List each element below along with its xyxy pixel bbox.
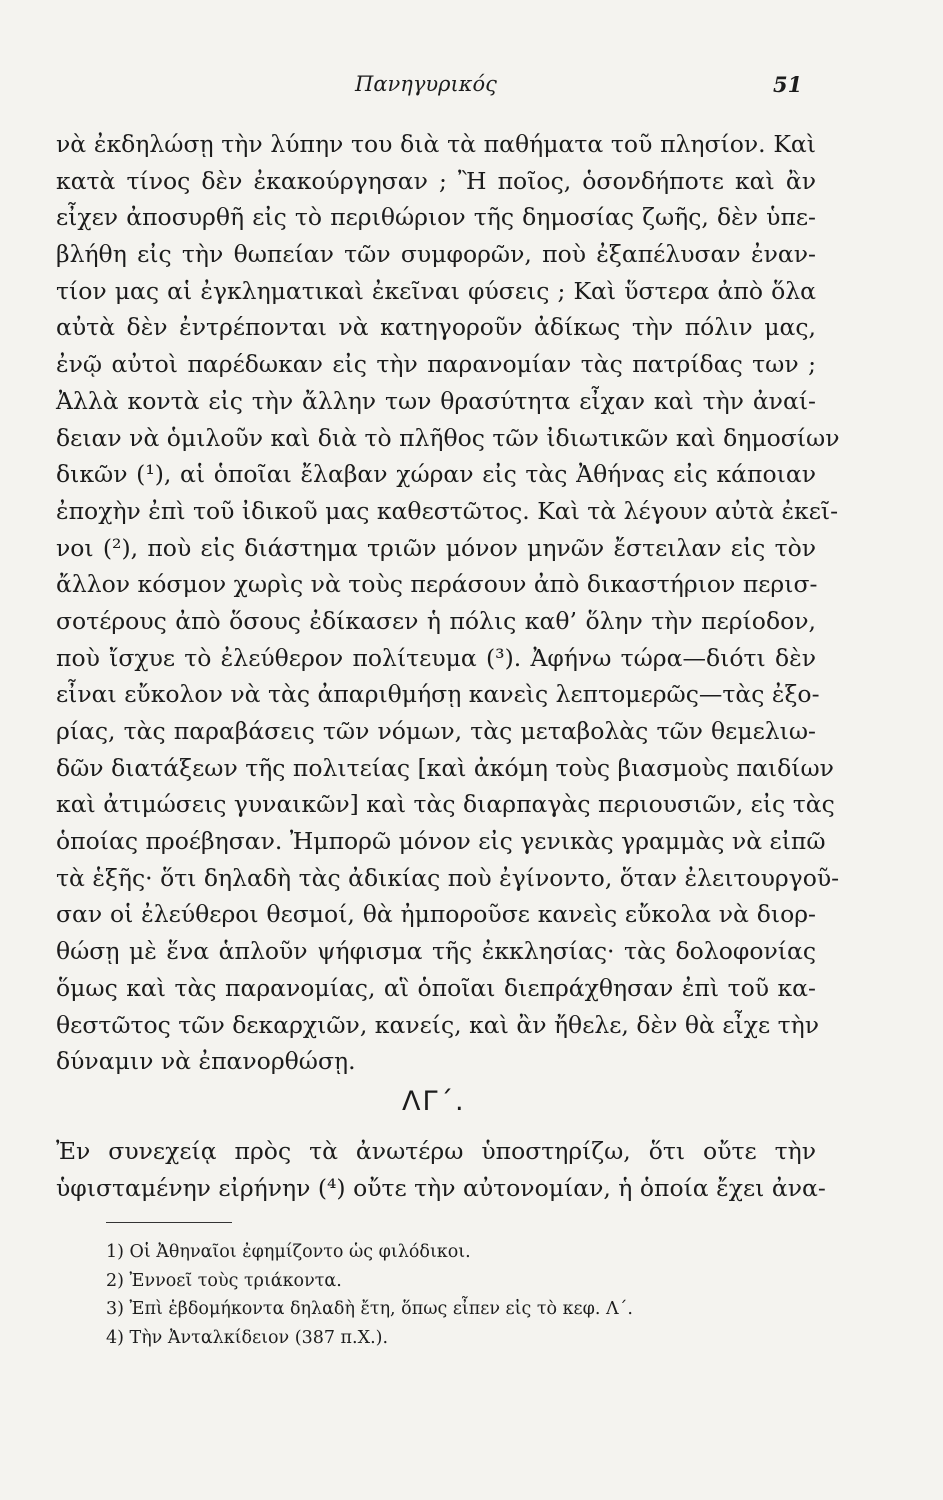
text-line: ὑφισταμένην εἰρήνην (⁴) οὔτε τὴν αὐτονομίαν, ἡ ὁποία ἔχει ἀνα- — [56, 1173, 826, 1202]
text-line: ποὺ ἴσχυε τὸ ἐλεύθερον πολίτευμα (³). Ἀφήνω τώρα—διότι δὲν — [56, 643, 816, 672]
text-line: ὅμως καὶ τὰς παρανομίας, αἳ ὁποῖαι διεπράχθησαν ἐπὶ τοῦ κα- — [56, 973, 816, 1002]
text-line: τὰ ἑξῆς· ὅτι δηλαδὴ τὰς ἀδικίας ποὺ ἐγίνοντο, ὅταν ἐλειτουργοῦ- — [56, 863, 840, 892]
main-text — [56, 126, 840, 1080]
footnotes — [106, 1238, 633, 1352]
text-line: δειαν νὰ ὁμιλοῦν καὶ διὰ τὸ πλῆθος τῶν ἰδιωτικῶν καὶ δημοσίων — [56, 423, 840, 452]
text-line: ἐνῷ αὐτοὶ παρέδωκαν εἰς τὴν παρανομίαν τὰς πατρίδας των ; — [56, 350, 816, 379]
footnote: 4) Τὴν Ἀνταλκίδειον (387 π.Χ.). — [106, 1327, 389, 1348]
text-line: δύναμιν νὰ ἐπανορθώσῃ. — [56, 1047, 356, 1076]
text-line: βλήθη εἰς τὴν θωπείαν τῶν συμφορῶν, ποὺ ἐξαπέλυσαν ἐναν- — [56, 240, 816, 269]
footnote: 3) Ἐπὶ ἑβδομήκοντα δηλαδὴ ἔτη, ὅπως εἶπεν εἰς τὸ κεφ. Λ΄. — [106, 1299, 633, 1319]
text-line: ὁποίας προέβησαν. Ἠμπορῶ μόνον εἰς γενικὰς γραμμὰς νὰ εἰπῶ — [56, 827, 826, 856]
text-line: αὐτὰ δὲν ἐντρέπονται νὰ κατηγοροῦν ἀδίκως τὴν πόλιν μας, — [56, 313, 816, 342]
text-line: σοτέρους ἀπὸ ὅσους ἐδίκασεν ἡ πόλις καθ’ ὅλην τὴν περίοδον, — [56, 606, 816, 635]
footnote: 2) Ἐννοεῖ τοὺς τριάκοντα. — [106, 1270, 342, 1291]
text-line: Ἐν συνεχείᾳ πρὸς τὰ ἀνωτέρω ὑποστηρίζω, ὅτι οὔτε τὴν — [56, 1137, 816, 1165]
text-line: ἄλλον κόσμον χωρὶς νὰ τοὺς περάσουν ἀπὸ δικαστήριον περισ- — [56, 570, 818, 599]
text-line: κατὰ τίνος δὲν ἐκακούργησαν ; Ἢ ποῖος, ὁσονδήποτε καὶ ἂν — [56, 166, 816, 195]
section-text — [56, 1133, 826, 1206]
footnote-divider — [106, 1222, 232, 1223]
text-line: καὶ ἀτιμώσεις γυναικῶν] καὶ τὰς διαρπαγὰς περιουσιῶν, εἰς τὰς — [56, 790, 835, 819]
section-heading: ΛΓ΄. — [402, 1086, 466, 1117]
text-line: νὰ ἐκδηλώσῃ τὴν λύπην του διὰ τὰ παθήματα τοῦ πλησίον. Καὶ — [56, 130, 816, 158]
text-line: θώσῃ μὲ ἕνα ἁπλοῦν ψήφισμα τῆς ἐκκλησίας· τὰς δολοφονίας — [56, 937, 816, 966]
text-line: εἶναι εὔκολον νὰ τὰς ἀπαριθμήσῃ κανεὶς λεπτομερῶς—τὰς ἐξο- — [56, 680, 820, 709]
text-line: τίον μας αἱ ἐγκληματικαὶ ἐκεῖναι φύσεις ; Καὶ ὕστερα ἀπὸ ὅλα — [56, 276, 816, 305]
text-line: ρίας, τὰς παραβάσεις τῶν νόμων, τὰς μεταβολὰς τῶν θεμελιω- — [56, 717, 816, 745]
text-line: δῶν διατάξεων τῆς πολιτείας [καὶ ἀκόμη τοὺς βιασμοὺς παιδίων — [56, 753, 834, 782]
text-line: ἐποχὴν ἐπὶ τοῦ ἰδικοῦ μας καθεστῶτος. Καὶ τὰ λέγουν αὐτὰ ἐκεῖ- — [56, 496, 839, 525]
text-line: Ἀλλὰ κοντὰ εἰς τὴν ἄλλην των θρασύτητα εἶχαν καὶ τὴν ἀναί- — [56, 386, 816, 415]
text-line: εἶχεν ἀποσυρθῆ εἰς τὸ περιθώριον τῆς δημοσίας ζωῆς, δὲν ὑπε- — [56, 203, 816, 232]
footnote: 1) Οἱ Ἀθηναῖοι ἐφημίζοντο ὡς φιλόδικοι. — [106, 1242, 471, 1262]
text-line: σαν οἱ ἐλεύθεροι θεσμοί, θὰ ἠμποροῦσε κανεὶς εὔκολα νὰ διορ- — [56, 900, 816, 929]
page-number: 51 — [773, 72, 803, 97]
text-line: θεστῶτος τῶν δεκαρχιῶν, κανείς, καὶ ἂν ἤθελε, δὲν θὰ εἶχε τὴν — [56, 1010, 820, 1039]
text-line: νοι (²), ποὺ εἰς διάστημα τριῶν μόνον μηνῶν ἔστειλαν εἰς τὸν — [56, 533, 816, 562]
text-line: δικῶν (¹), αἱ ὁποῖαι ἔλαβαν χώραν εἰς τὰς Ἀθήνας εἰς κάποιαν — [56, 460, 816, 489]
running-title: Πανηγυρικός — [355, 72, 497, 96]
